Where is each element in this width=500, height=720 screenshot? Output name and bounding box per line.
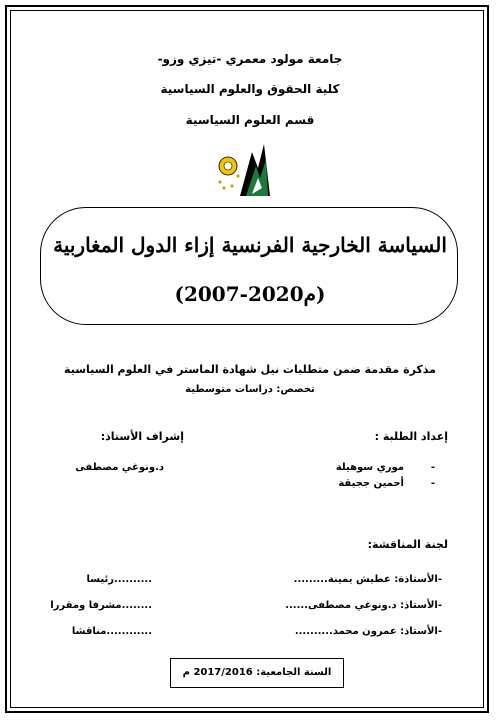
thesis-years: (2007-2020م) (174, 282, 326, 306)
academic-year: السنة الجامعية: 2017/2016 م (170, 658, 344, 688)
university-logo-icon (212, 138, 276, 198)
supervisor-name: د.ونوغي مصطفى (75, 462, 164, 473)
committee-member-name: -الأستاذ: د.ونوغي مصطفى...... (285, 600, 442, 611)
committee-member-name: -الأستاذة: عطيش يمينة......... (293, 574, 442, 585)
committee-member-role: ..........رئيسا (86, 574, 152, 585)
student-name: أحمين ججيقة (338, 478, 404, 489)
committee-label: لجنة المناقشة: (367, 538, 448, 551)
list-dash-2: - (430, 478, 435, 489)
specialization: تخصص: دراسات متوسطية (185, 384, 315, 395)
supervisor-label: إشراف الأستاذ: (100, 430, 184, 443)
committee-member-name: -الأستاذ: عمرون محمد.......... (294, 626, 442, 637)
students-label: إعداد الطلبة : (374, 430, 448, 443)
thesis-title: السياسة الخارجية الفرنسية إزاء الدول المغاربية (53, 233, 447, 257)
list-dash-1: - (430, 462, 435, 473)
thesis-description: مذكرة مقدمة ضمن متطلبات نيل شهادة الماستر في العلوم السياسية (64, 363, 436, 376)
department-name: قسم العلوم السياسية (185, 113, 315, 127)
university-name: جامعة مولود معمري -تيزي وزو- (157, 52, 343, 66)
student-name: موري سوهيلة (335, 462, 404, 473)
committee-member-role: ........مشرفا ومقررا (50, 600, 152, 611)
title-box (40, 207, 458, 325)
faculty-name: كلية الحقوق والعلوم السياسية (160, 82, 340, 96)
committee-member-role: ............مناقشا (71, 626, 152, 637)
